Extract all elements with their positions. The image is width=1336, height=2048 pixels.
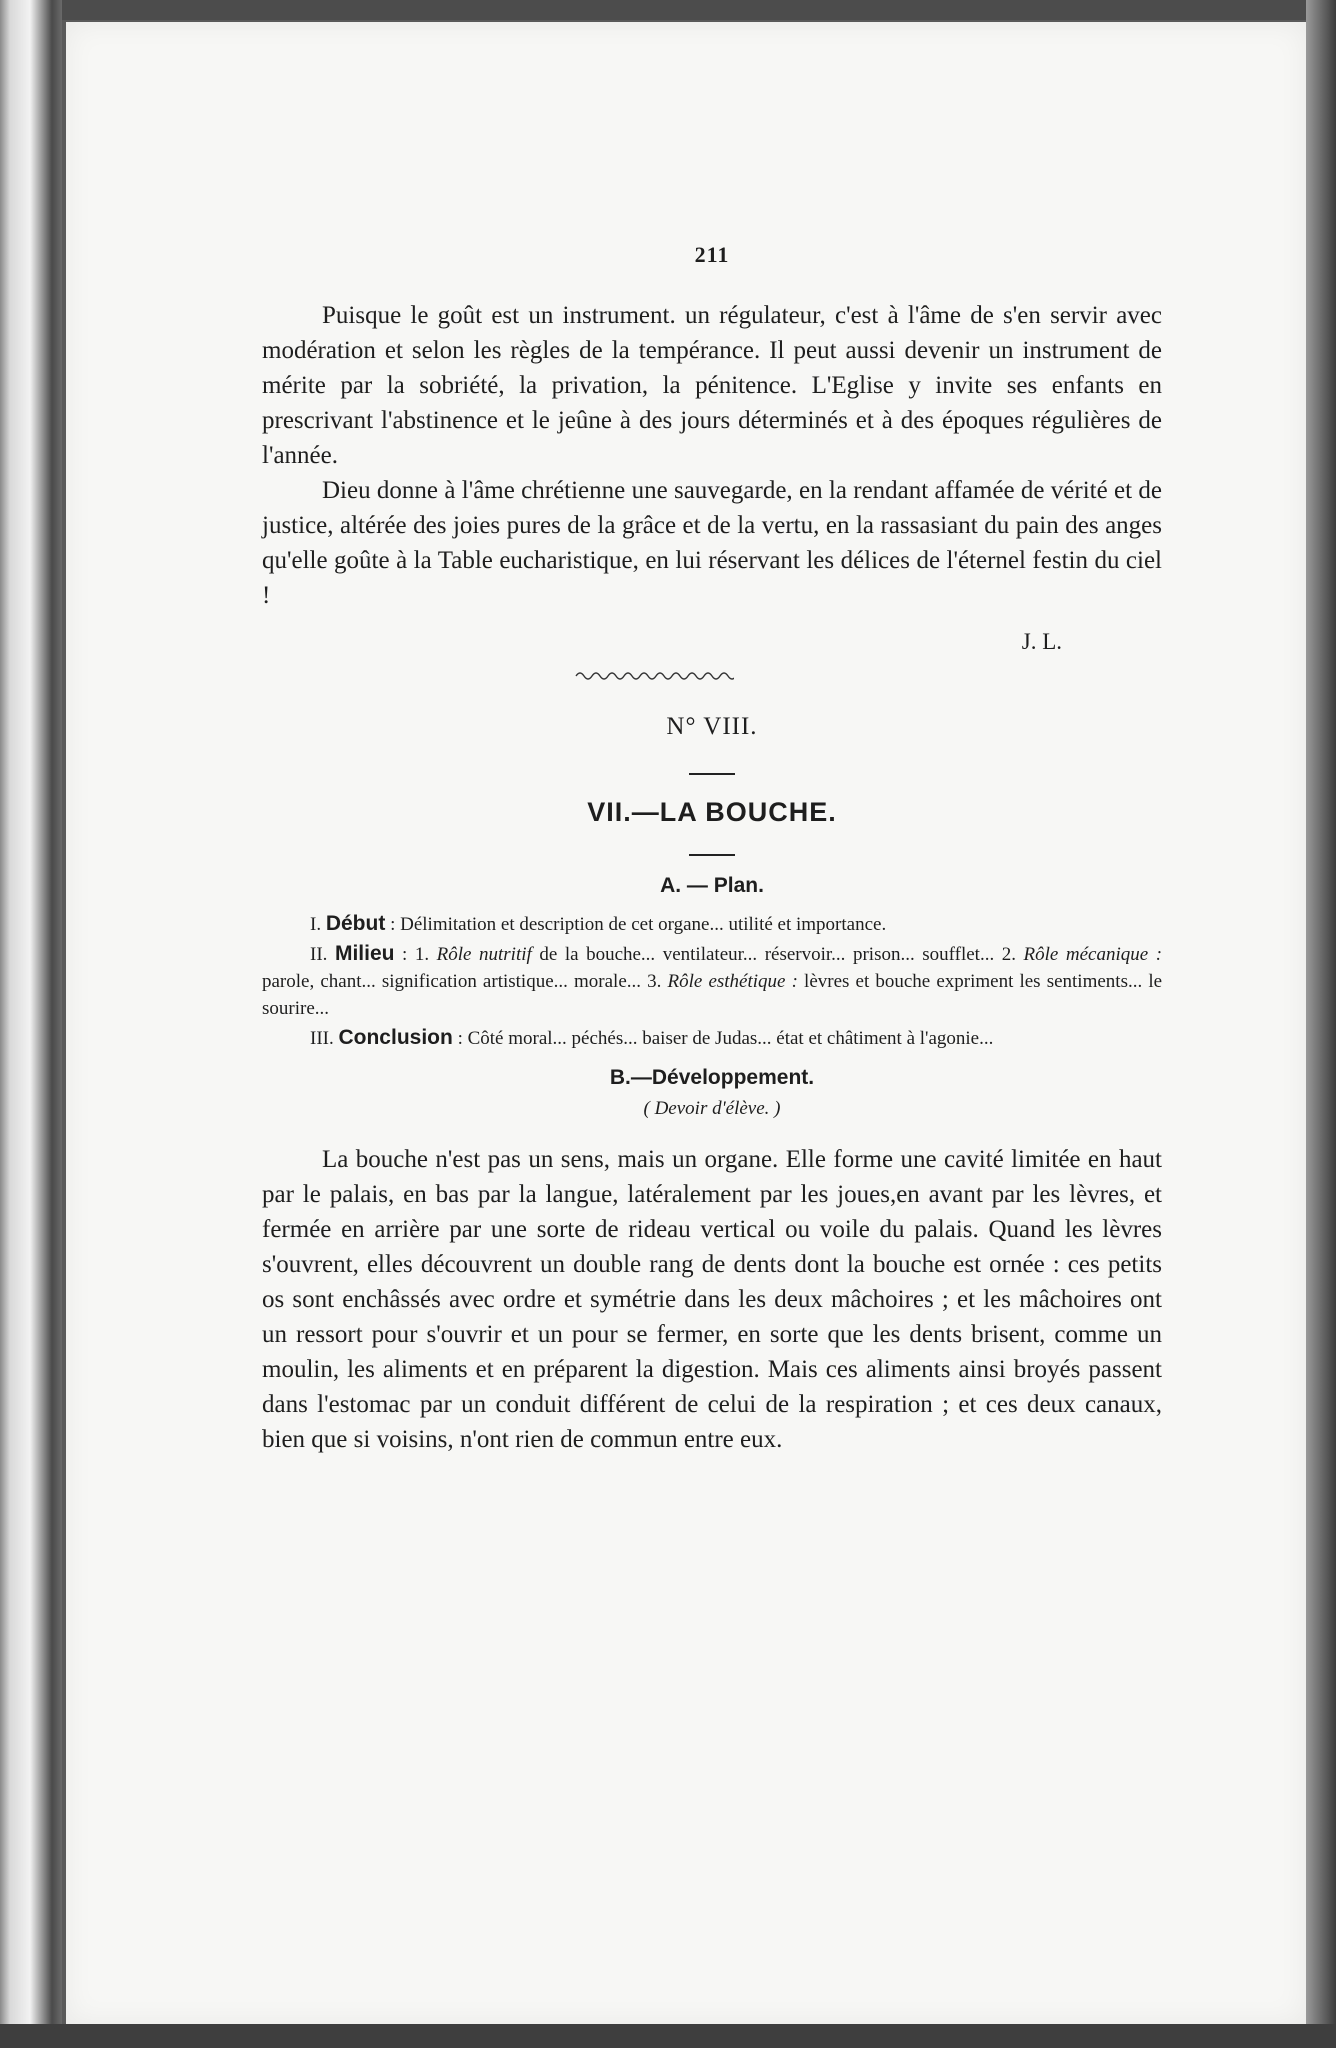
author-signature: J. L. <box>1021 629 1062 654</box>
plan-debut-text: : Délimitation et description de cet organe... utilité et importance. <box>390 914 887 935</box>
short-rule <box>689 854 735 856</box>
development-heading: B.—Développement. <box>609 1066 815 1089</box>
wavy-divider-ornament <box>574 669 734 683</box>
plan-milieu-label: Milieu <box>334 942 395 965</box>
paragraph-sauvegarde: Dieu donne à l'âme chrétienne une sauvegarde, en la rendant affamée de vérité et de justice, altérée des joies pures de la grâce et de la vertu, en la rassasiant du pain des anges qu'elle goûte à la Table eucharistique, en lui réservant les délices de l'éternel festin du ciel ! <box>262 477 1162 609</box>
scan-border-top <box>0 0 1336 20</box>
plan-milieu-sep: : <box>402 944 408 965</box>
plan-heading: A. — Plan. <box>660 874 764 897</box>
plan-outline <box>262 910 1162 1052</box>
plan-milieu-n1: 1. <box>414 944 430 965</box>
plan-conclusion-numeral: III. <box>310 1028 334 1049</box>
plan-milieu-n2: 2. <box>1001 944 1016 965</box>
development-note: ( Devoir d'élève. ) <box>643 1098 781 1119</box>
plan-milieu <box>262 940 1162 1022</box>
plan-conclusion <box>262 1024 1162 1052</box>
plan-milieu-n3: 3. <box>647 971 662 992</box>
book-page <box>66 22 1306 2024</box>
page-number: 211 <box>694 242 730 267</box>
plan-debut-label: Début <box>325 912 386 935</box>
plan-conclusion-text: : Côté moral... péchés... baiser de Judas... état et châtiment à l'agonie... <box>457 1028 994 1049</box>
short-rule <box>689 773 735 775</box>
plan-milieu-role-esthetique: Rôle esthétique : <box>667 971 798 992</box>
section-number: N° VIII. <box>666 713 758 740</box>
plan-milieu-text-2: parole, chant... signification artistique... morale... <box>262 971 642 992</box>
paragraph-gout: Puisque le goût est un instrument. un régulateur, c'est à l'âme de s'en servir avec modération et selon les règles de la tempérance. Il peut aussi devenir un instrument de mérite par la sobriété, la privation, la pénitence. L'Eglise y invite ses enfants en prescrivant l'abstinence et le jeûne à des jours déterminés et à des époques régulières de l'année. <box>262 302 1162 469</box>
plan-milieu-text-1: de la bouche... ventilateur... réservoir... prison... soufflet... <box>539 944 995 965</box>
paragraph-bouche: La bouche n'est pas un sens, mais un organe. Elle forme une cavité limitée en haut par le palais, en bas par la langue, latéralement par les joues,en avant par les lèvres, et fermée en arrière par une sorte de rideau vertical ou voile du palais. Quand les lèvres s'ouvrent, elles découvrent un double rang de dents dont la bouche est ornée : ces petits os sont enchâssés avec ordre et symétrie dans les deux mâchoires ; et les mâchoires ont un ressort pour s'ouvrir et un pour se fermer, en sorte que les dents brisent, comme un moulin, les aliments et en préparent la digestion. Mais ces aliments ainsi broyés passent dans l'estomac par un conduit différent de celui de la respiration ; et ces deux canaux, bien que si voisins, n'ont rien de commun entre eux. <box>262 1146 1162 1453</box>
plan-debut-numeral: I. <box>310 914 322 935</box>
plan-milieu-numeral: II. <box>310 944 328 965</box>
page-content <box>262 242 1162 1457</box>
section-title: VII.—LA BOUCHE. <box>587 797 837 827</box>
book-binding-edge <box>0 0 62 2048</box>
plan-milieu-role-nutritif: Rôle nutritif <box>436 944 532 965</box>
scan-border-bottom <box>0 2024 1336 2048</box>
scan-border-right <box>1306 0 1336 2048</box>
plan-milieu-text-3: lèvres et bouche expriment les sentiments... le sourire... <box>262 971 1163 1019</box>
plan-debut <box>262 910 1162 938</box>
plan-milieu-role-mecanique: Rôle mécanique : <box>1023 944 1163 965</box>
plan-conclusion-label: Conclusion <box>338 1026 453 1049</box>
